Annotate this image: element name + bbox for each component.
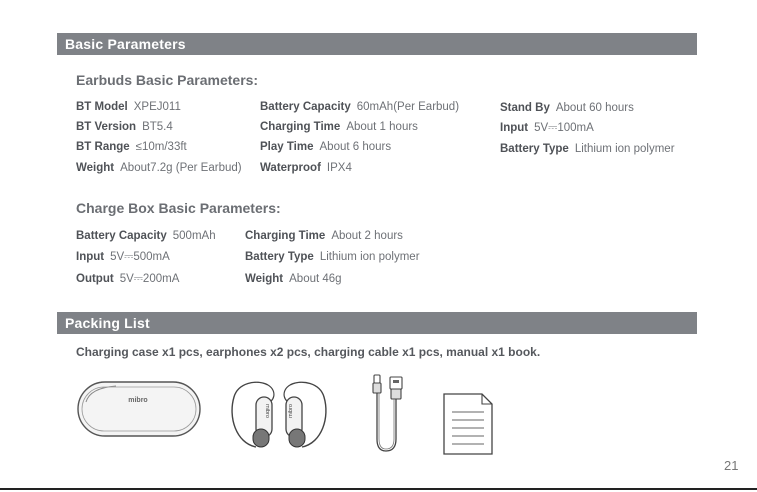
param-value: 5V⎓200mA: [119, 273, 180, 285]
param-label: Play Time: [260, 141, 314, 153]
param-label: BT Version: [76, 121, 137, 133]
param-label: BT Model: [76, 101, 128, 113]
packing-list-header: Packing List: [57, 312, 697, 334]
param-value: About 2 hours: [331, 230, 403, 242]
box-charging-time: [245, 230, 403, 242]
param-label: Weight: [76, 162, 115, 174]
box-battery-capacity: [76, 230, 216, 242]
param-value: 60mAh(Per Earbud): [356, 101, 460, 113]
param-label: Input: [76, 251, 105, 263]
left-earbud-logo: mibro: [264, 404, 270, 418]
box-output: [76, 273, 179, 286]
charging-case-illustration: [76, 378, 202, 440]
basic-parameters-header: Basic Parameters: [57, 33, 697, 55]
param-label: Battery Capacity: [76, 230, 167, 242]
param-label: Stand By: [500, 102, 550, 114]
param-value: IPX4: [326, 162, 352, 174]
param-label: Input: [500, 122, 529, 134]
param-value: About 1 hours: [346, 121, 418, 133]
bottom-divider: [0, 488, 757, 490]
param-label: Battery Type: [245, 251, 314, 263]
param-bt-model: [76, 101, 181, 113]
param-value: 5V⎓500mA: [110, 251, 170, 263]
param-battery-type: [500, 143, 675, 155]
param-value: 500mAh: [172, 230, 216, 242]
param-label: Weight: [245, 273, 284, 285]
param-value: About 6 hours: [319, 141, 392, 153]
param-battery-capacity: [260, 101, 459, 113]
page-number: 21: [724, 458, 739, 473]
param-charging-time: [260, 121, 418, 133]
earbuds-section-title: Earbuds Basic Parameters:: [76, 72, 259, 88]
param-label: Waterproof: [260, 162, 321, 174]
box-battery-type: [245, 251, 420, 263]
param-value: About7.2g (Per Earbud): [120, 162, 242, 174]
param-play-time: [260, 141, 391, 153]
box-weight: [245, 273, 342, 285]
charging-cable-illustration: [370, 373, 410, 455]
chargebox-section-title: Charge Box Basic Parameters:: [76, 200, 281, 216]
box-input: [76, 251, 170, 264]
param-waterproof: [260, 162, 352, 174]
packing-list-text: Charging case x1 pcs, earphones x2 pcs, charging cable x1 pcs, manual x1 book.: [76, 345, 541, 359]
param-stand-by: [500, 102, 634, 114]
param-label: Output: [76, 273, 114, 285]
param-value: About 46g: [289, 273, 342, 285]
param-weight: [76, 162, 242, 174]
param-value: About 60 hours: [555, 102, 634, 114]
case-logo: mibro: [128, 397, 148, 404]
earbuds-illustration: [226, 377, 332, 453]
param-value: Lithium ion polymer: [319, 251, 420, 263]
param-label: Charging Time: [260, 121, 341, 133]
param-label: Battery Capacity: [260, 101, 351, 113]
manual-illustration: [442, 392, 494, 456]
param-label: Charging Time: [245, 230, 326, 242]
param-input: [500, 122, 594, 135]
param-bt-range: [76, 141, 187, 153]
param-value: 5V⎓100mA: [534, 122, 594, 134]
right-earbud-logo: mibro: [288, 404, 294, 418]
param-value: ≤10m/33ft: [135, 141, 187, 153]
param-label: BT Range: [76, 141, 130, 153]
param-value: BT5.4: [142, 121, 173, 133]
param-bt-version: [76, 121, 173, 133]
param-label: Battery Type: [500, 143, 569, 155]
param-value: XPEJ011: [133, 101, 181, 113]
param-value: Lithium ion polymer: [574, 143, 675, 155]
